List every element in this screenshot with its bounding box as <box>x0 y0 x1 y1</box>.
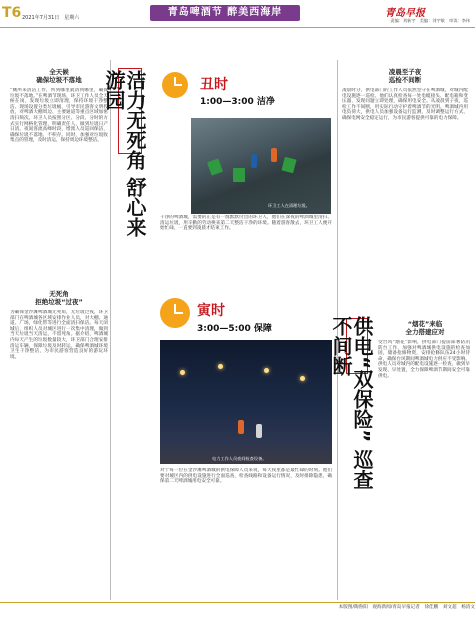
light-icon <box>264 368 269 373</box>
trash-bin-icon <box>281 157 296 174</box>
left-section1-body: “厕所来清洁工作，所到哪里就清到哪里，确保垃圾不落地。”在啤酒节现场，环卫工作人员全天候在岗，发现垃圾立即清理，保持环境干净整洁。现场设置分类垃圾桶，引导市民游客文明投放，对啤酒大棚周边、主要通道等重点区域加密清扫频次。环卫人员按照分区、分段、分时的方式实行网格化管理，明确责任人，做到垃圾日产日清。夜间客流高峰时段，增派人员巡回保洁，确保垃圾不落地、不积存。同时，加强对垃圾收集点的管理，及时清运，保持周边环境整洁。 <box>10 88 108 144</box>
clock-icon <box>160 298 190 328</box>
photo-caption-1: 环卫工人在清理垃圾。 <box>268 203 310 208</box>
column-divider <box>110 60 111 600</box>
trash-bin-icon <box>233 168 245 182</box>
photo-caption-2: 电力工作人员夜间检查设备。 <box>212 456 267 461</box>
light-icon <box>180 370 185 375</box>
worker-figure <box>238 420 244 434</box>
right-section2-title: “烟花”来临 全力搭建应对 <box>405 320 445 336</box>
editors-credit: 责编：刘新宇 美编：刘宇敏 审读：李伟 <box>390 18 470 23</box>
trash-bin-icon <box>207 158 223 175</box>
photo-sanitation-workers <box>191 118 331 214</box>
center-big-title: 洁力无死角 舒心来游园 <box>102 70 147 237</box>
right-big-title: 供电“双保险” 巡查不间断 <box>329 316 374 490</box>
left-section2-title: 无死角 拒绝垃圾“过夜” <box>35 290 83 306</box>
left-section1-title: 全天候 确保垃圾不落地 <box>36 68 82 84</box>
worker-figure <box>271 148 277 162</box>
right-section1-title: 凌晨至子夜 巡检不间断 <box>388 68 422 84</box>
worker-figure <box>256 424 262 438</box>
photo-night-power-check <box>160 340 332 464</box>
light-icon <box>300 376 305 381</box>
footer-rule <box>0 602 475 603</box>
worker-figure <box>251 154 257 168</box>
right-section2-body: 受台风“烟花”影响，供电部门提前部署防汛防台工作，加强对啤酒城供电设施的检查加固，储备抢修物资，安排抢修队伍24小时待命，确保台风期间啤酒城电力供应不受影响。供电人员对城内的配电设施逐一检查，做到早发现、早处置，全力保障啤酒节期间安全可靠供电。 <box>378 340 470 379</box>
newspaper-logo: 青岛早报 <box>385 8 425 19</box>
time-period-subtitle-1: 1:00—3:00 洁净 <box>200 97 275 107</box>
time-period-subtitle-2: 3:00—5:00 保障 <box>197 324 272 334</box>
clock-icon <box>162 72 188 98</box>
header-rule <box>0 27 475 28</box>
center-body-1: 干净的啤酒城，需要的正是有一群默默付出的环卫人，他们在深夜的啤酒城里清扫、清运垃圾，用辛勤的劳动换来第二天整洁干净的环境。随着游客散去，环卫工人便开始忙碌，一直要到凌晨才结束工作。 <box>160 215 332 232</box>
issue-date: 2021年7月31日 星期六 <box>22 15 80 21</box>
time-period-title-1: 丑时 <box>200 77 228 93</box>
left-section2-body: 为确保金沙滩啤酒城无死角，无垃圾过夜，环卫部门在啤酒城各区域安排作业人员，对大棚、通道、广场、绿化带等进行全面清扫保洁。每天闭城后，组织人员对城区进行一次集中清理，做到当天垃圾当天清运，不留死角。据介绍，啤酒城内每天产生的垃圾数量较大，环卫部门合理安排清运车辆，保障垃圾及时转运，确保啤酒城环境卫生干净整洁，为市民游客营造良好的游玩环境。 <box>10 310 108 360</box>
time-period-title-2: 寅时 <box>197 303 225 319</box>
right-section1-body: 凌晨时分，供电部门的工作人员依然坚守在啤酒城，对城内配电设施逐一巡检。他们认真检查每一处电缆接头、配电箱和变压器，发现问题立即处理，确保用电安全。从凌晨到子夜，巡检工作不间断，用实际行动守护着啤酒节的光明。啤酒城内用电负荷大，供电人员加强设备运行监测，及时调整运行方式，确保电网安全稳定运行，为市民游客提供可靠的电力保障。 <box>342 88 468 121</box>
footer-credits: 本版图/陶鲁阳 观海新闻/青岛早报记者 徐佳鹏 刘文超 杨清文 <box>338 605 475 610</box>
light-icon <box>218 364 223 369</box>
page-number: T6 <box>2 5 22 21</box>
center-body-2: 对于每一位在金沙滩啤酒城的供电保障人员来说，每天夜里都是最忙碌的时刻。他们要对城区内的供电设施进行全面巡查，检查线路和设备运行情况，及时排除隐患，确保第二天啤酒城用电安全可靠。 <box>160 468 332 485</box>
section-banner-title: 青岛啤酒节 醉美西海岸 <box>167 7 283 18</box>
